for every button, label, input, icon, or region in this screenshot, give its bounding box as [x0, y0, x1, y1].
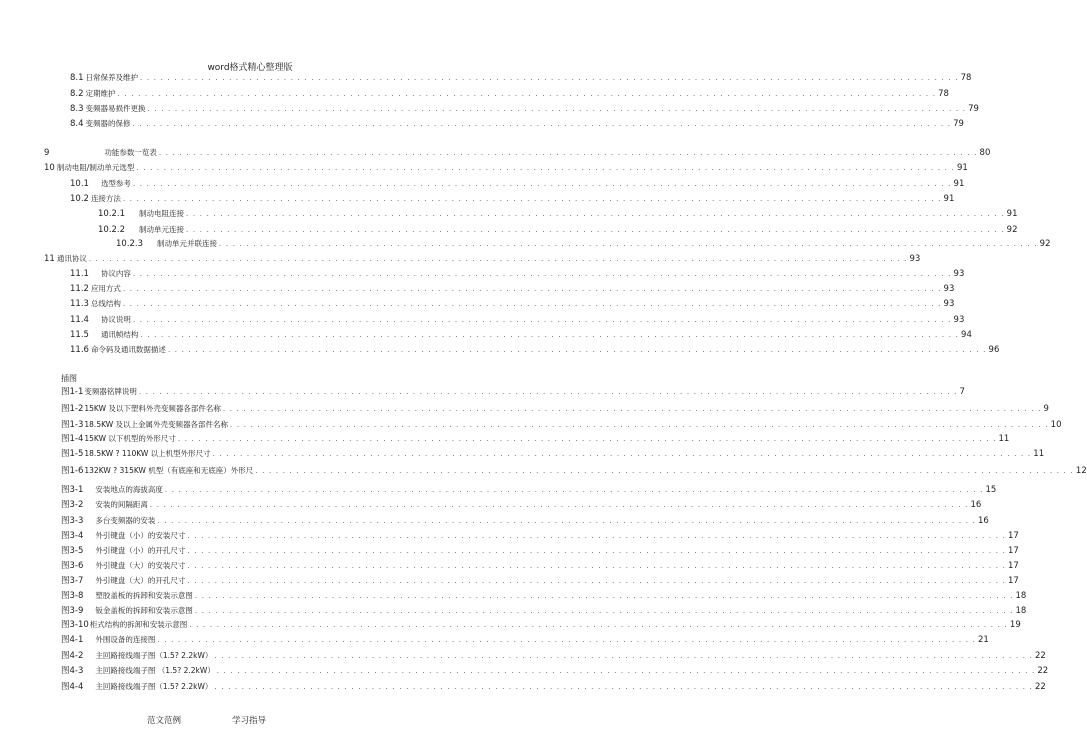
toc-entry[interactable] — [70, 179, 965, 189]
toc-entry[interactable] — [44, 163, 968, 173]
entry-page-number: 22 — [1034, 651, 1046, 661]
entry-title: 制动电阻/制动单元选型 — [56, 163, 135, 172]
toc-entry[interactable] — [70, 345, 1000, 355]
entry-number: 11.3 — [70, 299, 89, 309]
dot-leader: . . . . . . . . . . . . . . . . . . . . . . . . . . . . . . . . . . . . . . . . . . . . . . . . . . . . . . . . . . . . . . . . . . . . . . . . . . . . . . . . . . . . . . . . . . . . . . . . . . . . . . . . . . . . . . . . . . . . . . . . — [138, 388, 958, 396]
entry-number: 8.1 — [70, 73, 84, 83]
entry-number: 8.4 — [70, 119, 84, 129]
dot-leader: . . . . . . . . . . . . . . . . . . . . . . . . . . . . . . . . . . . . . . . . . . . . . . . . . . . . . . . . . . . . . . . . . . . . . . . . . . . . . . . . . . . . . . . . . . . . . . . . . . . . . . . . . . . . . . . . . . . . . . . . — [230, 421, 1049, 429]
entry-title: 定期维护 — [85, 89, 116, 98]
dot-leader: . . . . . . . . . . . . . . . . . . . . . . . . . . . . . . . . . . . . . . . . . . . . . . . . . . . . . . . . . . . . . . . . . . . . . . . . . . . . . . . . . . . . . . . . . . . . . . . . . . . . . . . . . . . . . . . . . . . . . . . . — [214, 683, 1033, 691]
entry-title: 18.5KW 及以上金属外壳变频器各部件名称 — [84, 420, 229, 429]
entry-number: 8.2 — [70, 89, 84, 99]
entry-title: 外引键盘（小）的安装尺寸 — [95, 531, 186, 540]
entry-number: 图1-4 — [61, 434, 84, 444]
dot-leader: . . . . . . . . . . . . . . . . . . . . . . . . . . . . . . . . . . . . . . . . . . . . . . . . . . . . . . . . . . . . . . . . . . . . . . . . . . . . . . . . . . . . . . . . . . . . . . . . . . . . . . . . . . . . . . . . . . . . . . . . — [186, 210, 1005, 218]
entry-title: 安装地点的海拔高度 — [95, 485, 163, 494]
entry-page-number: 22 — [1034, 682, 1046, 692]
entry-page-number: 91 — [956, 163, 968, 173]
dot-leader: . . . . . . . . . . . . . . . . . . . . . . . . . . . . . . . . . . . . . . . . . . . . . . . . . . . . . . . . . . . . . . . . . . . . . . . . . . . . . . . . . . . . . . . . . . . . . . . . . . . . . . . . . . . . . . . . . . . . . . . . — [216, 667, 1036, 675]
entry-page-number: 15 — [985, 485, 997, 495]
dot-leader: . . . . . . . . . . . . . . . . . . . . . . . . . . . . . . . . . . . . . . . . . . . . . . . . . . . . . . . . . . . . . . . . . . . . . . . . . . . . . . . . . . . . . . . . . . . . . . . . . . . . . . . . . . . . . . . . . . . . . . . . — [122, 300, 942, 308]
toc-entry[interactable] — [70, 194, 955, 204]
entry-page-number: 93 — [953, 269, 965, 279]
figure-entry[interactable] — [61, 485, 997, 495]
entry-title: 15KW 以下机型的外形尺寸 — [84, 434, 176, 443]
dot-leader: . . . . . . . . . . . . . . . . . . . . . . . . . . . . . . . . . . . . . . . . . . . . . . . . . . . . . . . . . . . . . . . . . . . . . . . . . . . . . . . . . . . . . . . . . . . . . . . . . . . . . . . . . . . . . . . . . . . . . . . . — [132, 270, 952, 278]
entry-title: 主回路接线端子图（1.5? 2.2kW） — [95, 682, 213, 691]
toc-entry[interactable] — [44, 254, 921, 264]
entry-page-number: 92 — [1039, 239, 1051, 249]
figure-entry[interactable] — [61, 651, 1046, 661]
entry-page-number: 10 — [1050, 420, 1062, 430]
entry-number: 图4-1 — [61, 635, 84, 645]
dot-leader: . . . . . . . . . . . . . . . . . . . . . . . . . . . . . . . . . . . . . . . . . . . . . . . . . . . . . . . . . . . . . . . . . . . . . . . . . . . . . . . . . . . . . . . . . . . . . . . . . . . . . . . . . . . . . . . . . . . . . . . . — [177, 435, 997, 443]
entry-title: 多台变频器的安装 — [95, 516, 156, 525]
entry-page-number: 9 — [1043, 404, 1049, 414]
entry-page-number: 80 — [979, 148, 991, 158]
dot-leader: . . . . . . . . . . . . . . . . . . . . . . . . . . . . . . . . . . . . . . . . . . . . . . . . . . . . . . . . . . . . . . . . . . . . . . . . . . . . . . . . . . . . . . . . . . . . . . . . . . . . . . . . . . . . . . . . . . . . . . . . — [122, 285, 942, 293]
dot-leader: . . . . . . . . . . . . . . . . . . . . . . . . . . . . . . . . . . . . . . . . . . . . . . . . . . . . . . . . . . . . . . . . . . . . . . . . . . . . . . . . . . . . . . . . . . . . . . . . . . . . . . . . . . . . . . . . . . . . . . . . — [212, 450, 1032, 458]
figure-entry[interactable] — [61, 576, 1019, 586]
dot-leader: . . . . . . . . . . . . . . . . . . . . . . . . . . . . . . . . . . . . . . . . . . . . . . . . . . . . . . . . . . . . . . . . . . . . . . . . . . . . . . . . . . . . . . . . . . . . . . . . . . . . . . . . . . . . . . . . . . . . . . . . — [194, 592, 1014, 600]
entry-number: 图3-6 — [61, 561, 84, 571]
dot-leader: . . . . . . . . . . . . . . . . . . . . . . . . . . . . . . . . . . . . . . . . . . . . . . . . . . . . . . . . . . . . . . . . . . . . . . . . . . . . . . . . . . . . . . . . . . . . . . . . . . . . . . . . . . . . . . . . . . . . . . . . — [140, 331, 960, 339]
entry-page-number: 22 — [1037, 666, 1049, 676]
entry-page-number: 18 — [1015, 591, 1027, 601]
entry-number: 11.5 — [70, 330, 89, 340]
toc-entry[interactable] — [70, 299, 955, 309]
entry-title: 外围设备的连接图 — [95, 635, 156, 644]
entry-title: 柜式结构的拆卸和安装示意图 — [89, 620, 188, 629]
entry-page-number: 79 — [953, 119, 964, 129]
entry-page-number: 94 — [961, 330, 972, 340]
dot-leader: . . . . . . . . . . . . . . . . . . . . . . . . . . . . . . . . . . . . . . . . . . . . . . . . . . . . . . . . . . . . . . . . . . . . . . . . . . . . . . . . . . . . . . . . . . . . . . . . . . . . . . . . . . . . . . . . . . . . . . . . — [122, 195, 942, 203]
entry-title: 协议内容 — [100, 269, 131, 278]
entry-title: 外引键盘（大）的开孔尺寸 — [95, 576, 186, 585]
entry-number: 图4-4 — [61, 682, 84, 692]
dot-leader: . . . . . . . . . . . . . . . . . . . . . . . . . . . . . . . . . . . . . . . . . . . . . . . . . . . . . . . . . . . . . . . . . . . . . . . . . . . . . . . . . . . . . . . . . . . . . . . . . . . . . . . . . . . . . . . . . . . . . . . . — [158, 149, 978, 157]
entry-number: 10.2.3 — [116, 239, 144, 249]
figure-entry[interactable] — [61, 387, 965, 397]
entry-title: 日常保养及维护 — [85, 73, 139, 82]
toc-entry[interactable] — [70, 104, 979, 114]
entry-number: 11.1 — [70, 269, 89, 279]
entry-page-number: 17 — [1008, 561, 1019, 571]
figure-entry[interactable] — [61, 516, 989, 526]
figure-entry[interactable] — [61, 591, 1027, 601]
entry-page-number: 16 — [970, 500, 982, 510]
entry-title: 协议说明 — [100, 315, 131, 324]
entry-page-number: 11 — [998, 434, 1010, 444]
toc-entry[interactable] — [70, 284, 955, 294]
entry-number: 图1-5 — [61, 449, 84, 459]
entry-title: 选型参考 — [100, 179, 131, 188]
entry-title: 命令码及通讯数据描述 — [90, 345, 166, 354]
dot-leader: . . . . . . . . . . . . . . . . . . . . . . . . . . . . . . . . . . . . . . . . . . . . . . . . . . . . . . . . . . . . . . . . . . . . . . . . . . . . . . . . . . . . . . . . . . . . . . . . . . . . . . . . . . . . . . . . . . . . . . . . — [157, 517, 976, 525]
entry-page-number: 12 — [1075, 466, 1087, 476]
dot-leader: . . . . . . . . . . . . . . . . . . . . . . . . . . . . . . . . . . . . . . . . . . . . . . . . . . . . . . . . . . . . . . . . . . . . . . . . . . . . . . . . . . . . . . . . . . . . . . . . . . . . . . . . . . . . . . . . . . . . . . . . — [117, 90, 937, 98]
entry-number: 图4-2 — [61, 651, 84, 661]
dot-leader: . . . . . . . . . . . . . . . . . . . . . . . . . . . . . . . . . . . . . . . . . . . . . . . . . . . . . . . . . . . . . . . . . . . . . . . . . . . . . . . . . . . . . . . . . . . . . . . . . . . . . . . . . . . . . . . . . . . . . . . . — [136, 164, 955, 172]
toc-entry[interactable] — [70, 119, 964, 129]
entry-number: 10.2 — [70, 194, 89, 204]
figure-entry[interactable] — [61, 620, 1021, 630]
figure-entry[interactable] — [61, 449, 1045, 459]
entry-title: 应用方式 — [90, 284, 121, 293]
toc-entry[interactable] — [70, 330, 972, 340]
entry-title: 通讯协议 — [56, 254, 87, 263]
dot-leader: . . . . . . . . . . . . . . . . . . . . . . . . . . . . . . . . . . . . . . . . . . . . . . . . . . . . . . . . . . . . . . . . . . . . . . . . . . . . . . . . . . . . . . . . . . . . . . . . . . . . . . . . . . . . . . . . . . . . . . . . — [88, 255, 908, 263]
toc-entry[interactable] — [116, 239, 1051, 249]
toc-entry[interactable] — [44, 148, 991, 158]
entry-number: 11.2 — [70, 284, 89, 294]
figure-entry[interactable] — [61, 606, 1027, 616]
entry-page-number: 91 — [953, 179, 965, 189]
entry-title: 外引键盘（小）的开孔尺寸 — [95, 546, 186, 555]
dot-leader: . . . . . . . . . . . . . . . . . . . . . . . . . . . . . . . . . . . . . . . . . . . . . . . . . . . . . . . . . . . . . . . . . . . . . . . . . . . . . . . . . . . . . . . . . . . . . . . . . . . . . . . . . . . . . . . . . . . . . . . . — [147, 105, 967, 113]
entry-title: 变频器的保修 — [85, 119, 131, 128]
entry-page-number: 92 — [1006, 225, 1018, 235]
dot-leader: . . . . . . . . . . . . . . . . . . . . . . . . . . . . . . . . . . . . . . . . . . . . . . . . . . . . . . . . . . . . . . . . . . . . . . . . . . . . . . . . . . . . . . . . . . . . . . . . . . . . . . . . . . . . . . . . . . . . . . . . — [186, 226, 1005, 234]
toc-entry[interactable] — [70, 89, 949, 99]
dot-leader: . . . . . . . . . . . . . . . . . . . . . . . . . . . . . . . . . . . . . . . . . . . . . . . . . . . . . . . . . . . . . . . . . . . . . . . . . . . . . . . . . . . . . . . . . . . . . . . . . . . . . . . . . . . . . . . . . . . . . . . . — [189, 621, 1008, 629]
entry-title: 安装的间隔距离 — [95, 500, 148, 509]
entry-title: 15KW 及以下塑料外壳变频器各部件名称 — [84, 404, 221, 413]
dot-leader: . . . . . . . . . . . . . . . . . . . . . . . . . . . . . . . . . . . . . . . . . . . . . . . . . . . . . . . . . . . . . . . . . . . . . . . . . . . . . . . . . . . . . . . . . . . . . . . . . . . . . . . . . . . . . . . . . . . . . . . . — [222, 405, 1042, 413]
figure-entry[interactable] — [61, 531, 1019, 541]
entry-page-number: 17 — [1008, 546, 1019, 556]
figure-entry[interactable] — [61, 666, 1049, 676]
dot-leader: . . . . . . . . . . . . . . . . . . . . . . . . . . . . . . . . . . . . . . . . . . . . . . . . . . . . . . . . . . . . . . . . . . . . . . . . . . . . . . . . . . . . . . . . . . . . . . . . . . . . . . . . . . . . . . . . . . . . . . . . — [164, 486, 984, 494]
dot-leader: . . . . . . . . . . . . . . . . . . . . . . . . . . . . . . . . . . . . . . . . . . . . . . . . . . . . . . . . . . . . . . . . . . . . . . . . . . . . . . . . . . . . . . . . . . . . . . . . . . . . . . . . . . . . . . . . . . . . . . . . — [132, 120, 952, 128]
entry-page-number: 78 — [938, 89, 949, 99]
dot-leader: . . . . . . . . . . . . . . . . . . . . . . . . . . . . . . . . . . . . . . . . . . . . . . . . . . . . . . . . . . . . . . . . . . . . . . . . . . . . . . . . . . . . . . . . . . . . . . . . . . . . . . . . . . . . . . . . . . . . . . . . — [140, 74, 959, 82]
figure-entry[interactable] — [61, 420, 1062, 430]
entry-page-number: 96 — [988, 345, 1000, 355]
entry-page-number: 17 — [1008, 531, 1019, 541]
dot-leader: . . . . . . . . . . . . . . . . . . . . . . . . . . . . . . . . . . . . . . . . . . . . . . . . . . . . . . . . . . . . . . . . . . . . . . . . . . . . . . . . . . . . . . . . . . . . . . . . . . . . . . . . . . . . . . . . . . . . . . . . — [157, 636, 976, 644]
entry-title: 主回路接线端子图 （1.5? 2.2kW） — [95, 666, 215, 675]
entry-title: 18.5KW ? 110KW 以上机型外形尺寸 — [84, 449, 211, 458]
entry-title: 制动电阻连接 — [139, 209, 185, 218]
entry-number: 图3-5 — [61, 546, 84, 556]
dot-leader: . . . . . . . . . . . . . . . . . . . . . . . . . . . . . . . . . . . . . . . . . . . . . . . . . . . . . . . . . . . . . . . . . . . . . . . . . . . . . . . . . . . . . . . . . . . . . . . . . . . . . . . . . . . . . . . . . . . . . . . . — [255, 467, 1074, 475]
entry-number: 图3-8 — [61, 591, 84, 601]
entry-number: 11.6 — [70, 345, 89, 355]
dot-leader: . . . . . . . . . . . . . . . . . . . . . . . . . . . . . . . . . . . . . . . . . . . . . . . . . . . . . . . . . . . . . . . . . . . . . . . . . . . . . . . . . . . . . . . . . . . . . . . . . . . . . . . . . . . . . . . . . . . . . . . . — [132, 316, 952, 324]
entry-number: 图1-3 — [61, 420, 84, 430]
toc-entry[interactable] — [70, 315, 965, 325]
entry-page-number: 11 — [1033, 449, 1045, 459]
figure-entry[interactable] — [61, 500, 982, 510]
dot-leader: . . . . . . . . . . . . . . . . . . . . . . . . . . . . . . . . . . . . . . . . . . . . . . . . . . . . . . . . . . . . . . . . . . . . . . . . . . . . . . . . . . . . . . . . . . . . . . . . . . . . . . . . . . . . . . . . . . . . . . . . — [219, 240, 1038, 248]
footer-left: 范文范例 — [147, 716, 182, 726]
footer-right: 学习指导 — [232, 716, 267, 726]
figure-entry[interactable] — [61, 434, 1010, 444]
entry-number: 图3-3 — [61, 516, 84, 526]
entry-page-number: 16 — [978, 516, 989, 526]
entry-title: 主回路接线端子图（1.5? 2.2kW） — [95, 651, 213, 660]
entry-number: 11.4 — [70, 315, 89, 325]
entry-number: 图1-1 — [61, 387, 84, 397]
toc-entry[interactable] — [98, 225, 1018, 235]
dot-leader: . . . . . . . . . . . . . . . . . . . . . . . . . . . . . . . . . . . . . . . . . . . . . . . . . . . . . . . . . . . . . . . . . . . . . . . . . . . . . . . . . . . . . . . . . . . . . . . . . . . . . . . . . . . . . . . . . . . . . . . . — [132, 180, 952, 188]
entry-page-number: 18 — [1015, 606, 1027, 616]
toc-entry[interactable] — [70, 73, 972, 83]
entry-title: 制动单元并联连接 — [157, 239, 218, 248]
dot-leader: . . . . . . . . . . . . . . . . . . . . . . . . . . . . . . . . . . . . . . . . . . . . . . . . . . . . . . . . . . . . . . . . . . . . . . . . . . . . . . . . . . . . . . . . . . . . . . . . . . . . . . . . . . . . . . . . . . . . . . . . — [187, 532, 1006, 540]
entry-number: 10.2.1 — [98, 209, 126, 219]
entry-number: 10.2.2 — [98, 225, 126, 235]
figure-entry[interactable] — [61, 682, 1046, 692]
entry-title: 通讯帧结构 — [100, 330, 139, 339]
entry-number: 11 — [44, 254, 55, 264]
entry-number: 8.3 — [70, 104, 84, 114]
figure-entry[interactable] — [61, 635, 989, 645]
figure-entry[interactable] — [61, 561, 1019, 571]
entry-number: 9 — [44, 148, 50, 158]
entry-number: 图3-7 — [61, 576, 84, 586]
entry-page-number: 91 — [943, 194, 955, 204]
entry-number: 10.1 — [70, 179, 89, 189]
entry-number: 10 — [44, 163, 55, 173]
entry-title: 功能参数一览表 — [104, 148, 157, 157]
entry-number: 图3-2 — [61, 500, 84, 510]
dot-leader: . . . . . . . . . . . . . . . . . . . . . . . . . . . . . . . . . . . . . . . . . . . . . . . . . . . . . . . . . . . . . . . . . . . . . . . . . . . . . . . . . . . . . . . . . . . . . . . . . . . . . . . . . . . . . . . . . . . . . . . . — [187, 577, 1006, 585]
page-header: word格式精心整理版 — [207, 63, 293, 73]
entry-page-number: 78 — [960, 73, 972, 83]
entry-title: 变频器铭牌说明 — [84, 387, 137, 396]
entry-page-number: 17 — [1008, 576, 1019, 586]
entry-page-number: 93 — [953, 315, 965, 325]
dot-leader: . . . . . . . . . . . . . . . . . . . . . . . . . . . . . . . . . . . . . . . . . . . . . . . . . . . . . . . . . . . . . . . . . . . . . . . . . . . . . . . . . . . . . . . . . . . . . . . . . . . . . . . . . . . . . . . . . . . . . . . . — [167, 346, 987, 354]
figure-entry[interactable] — [61, 466, 1087, 476]
figures-caption: 插图 — [61, 374, 77, 383]
toc-entry[interactable] — [98, 209, 1018, 219]
entry-title: 变频器易损件更换 — [85, 104, 146, 113]
dot-leader: . . . . . . . . . . . . . . . . . . . . . . . . . . . . . . . . . . . . . . . . . . . . . . . . . . . . . . . . . . . . . . . . . . . . . . . . . . . . . . . . . . . . . . . . . . . . . . . . . . . . . . . . . . . . . . . . . . . . . . . . — [187, 547, 1006, 555]
dot-leader: . . . . . . . . . . . . . . . . . . . . . . . . . . . . . . . . . . . . . . . . . . . . . . . . . . . . . . . . . . . . . . . . . . . . . . . . . . . . . . . . . . . . . . . . . . . . . . . . . . . . . . . . . . . . . . . . . . . . . . . . — [214, 652, 1033, 660]
entry-title: 总线结构 — [90, 299, 121, 308]
entry-title: 外引键盘（大）的安装尺寸 — [95, 561, 186, 570]
entry-page-number: 93 — [943, 299, 955, 309]
entry-number: 图4-3 — [61, 666, 84, 676]
entry-number: 图3-4 — [61, 531, 84, 541]
entry-title: 钣金盖板的拆卸和安装示意图 — [95, 606, 193, 615]
entry-title: 制动单元连接 — [139, 225, 185, 234]
entry-number: 图3-10 — [61, 620, 89, 630]
entry-page-number: 21 — [978, 635, 989, 645]
entry-number: 图3-9 — [61, 606, 84, 616]
entry-number: 图1-2 — [61, 404, 84, 414]
entry-number: 图3-1 — [61, 485, 84, 495]
entry-page-number: 7 — [959, 387, 965, 397]
figure-entry[interactable] — [61, 404, 1049, 414]
dot-leader: . . . . . . . . . . . . . . . . . . . . . . . . . . . . . . . . . . . . . . . . . . . . . . . . . . . . . . . . . . . . . . . . . . . . . . . . . . . . . . . . . . . . . . . . . . . . . . . . . . . . . . . . . . . . . . . . . . . . . . . . — [149, 501, 969, 509]
dot-leader: . . . . . . . . . . . . . . . . . . . . . . . . . . . . . . . . . . . . . . . . . . . . . . . . . . . . . . . . . . . . . . . . . . . . . . . . . . . . . . . . . . . . . . . . . . . . . . . . . . . . . . . . . . . . . . . . . . . . . . . . — [194, 607, 1014, 615]
entry-page-number: 93 — [909, 254, 921, 264]
entry-title: 连接方法 — [90, 194, 121, 203]
entry-page-number: 93 — [943, 284, 955, 294]
entry-number: 图1-6 — [61, 466, 84, 476]
entry-title: 塑胶盖板的拆卸和安装示意图 — [95, 591, 193, 600]
entry-page-number: 19 — [1009, 620, 1021, 630]
entry-page-number: 91 — [1006, 209, 1018, 219]
entry-title: 132KW ? 315KW 机型（有底座和无底座）外形尺 — [84, 466, 254, 475]
entry-page-number: 79 — [968, 104, 979, 114]
figure-entry[interactable] — [61, 546, 1019, 556]
toc-entry[interactable] — [70, 269, 965, 279]
dot-leader: . . . . . . . . . . . . . . . . . . . . . . . . . . . . . . . . . . . . . . . . . . . . . . . . . . . . . . . . . . . . . . . . . . . . . . . . . . . . . . . . . . . . . . . . . . . . . . . . . . . . . . . . . . . . . . . . . . . . . . . . — [187, 562, 1006, 570]
